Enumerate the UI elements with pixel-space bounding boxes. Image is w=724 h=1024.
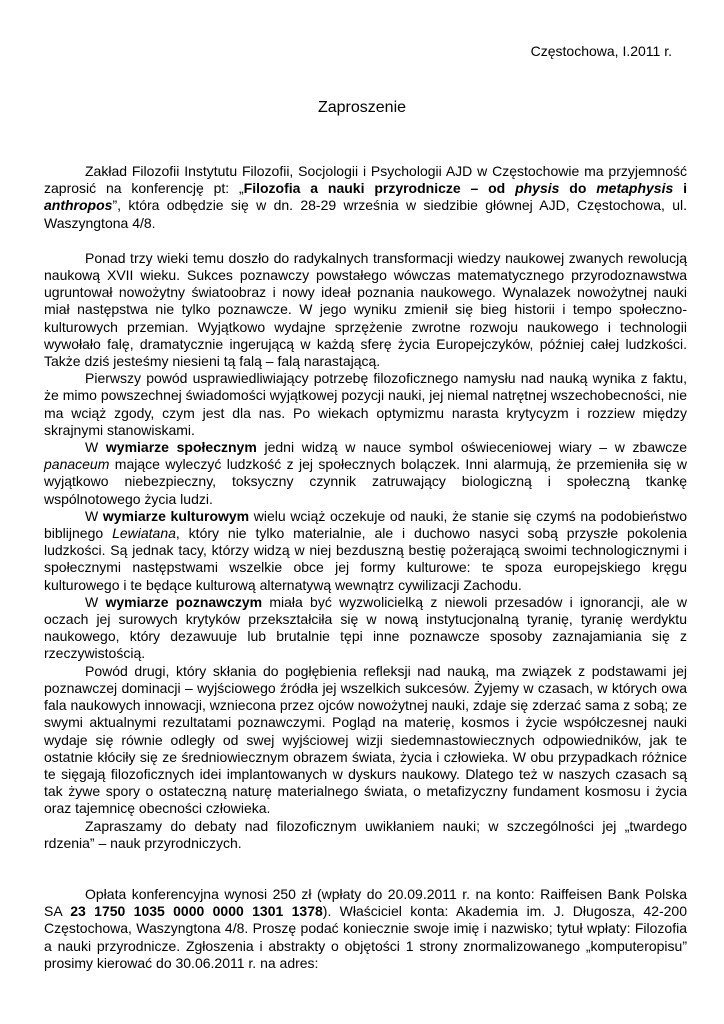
emphasis-cognitive: wymiarze poznawczym [105, 593, 263, 610]
date-line: Częstochowa, I.2011 r. [530, 43, 672, 59]
conference-title-part: anthropos [44, 197, 113, 214]
fee-paragraph: Opłata konferencyjna wynosi 250 zł (wpłaty do 20.09.2011 r. na konto: Raiffeisen Bank Polska SA 23 1750 1035 0000 0000 1301 1378). Właściciel konta: Akademia im. J. Długosza, 42-200 Częstochowa, Waszyngtona 4/8. Proszę podać koniecznie swoje imię i nazwisko; tytuł wpłaty: Filozofia a nauki przyrodnicze. Zgłoszenia i abstrakty o objętości 1 strony znormalizowanego „komputeropisu” prosimy kierować do 30.06.2011 r. na adres: [44, 885, 688, 971]
spacer [44, 232, 687, 250]
conference-title-part: physis [515, 180, 560, 197]
emphasis-panaceum: panaceum [44, 456, 110, 473]
conference-title-part: i [673, 180, 688, 197]
conference-title-part: Filozofia a nauki przyrodnicze – od [243, 180, 516, 197]
paragraph-1: Ponad trzy wieki temu doszło do radykalnych transformacji wiedzy naukowej zwanych rewolucją naukową XVII wieku. Sukces poznawczy powstałego wówczas matematycznego przyrodoznawstwa ugruntował nowożytny światoobraz i nowy ideał poznania naukowego. Wynalazek nowożytnej nauki miał następstwa nie tylko poznawcze. W jego wyniku zmienił się bieg historii i tempo społeczno-kulturowych przemian. Wyjątkowo wydajne sprzężenie zwrotne rozwoju naukowego i technologii wywołało falę, dramatycznie ingerującą w każdą sferę życia Europejczyków, później całej ludzkości. Także dziś jesteśmy niesieni tą falą – falą narastającą. [44, 249, 687, 370]
spacer [44, 852, 687, 886]
emphasis-cultural: wymiarze kulturowym [102, 507, 250, 524]
paragraph-2: Pierwszy powód usprawiedliwiający potrzebę filozoficznego namysłu nad nauką wynika z faktu, że mimo powszechnej świadomości wyjątkowej pozycji nauki, jej niemal natrętnej wszechobecności, nie ma wciąż zgody, czym jest dla nas. Po wiekach optymizmu narasta krytycyzm i rozziew między skrajnymi stanowiskami. [44, 370, 687, 438]
intro-paragraph [44, 163, 687, 232]
conference-title-part: do [559, 180, 597, 197]
paragraph-4: W wymiarze kulturowym wielu wciąż oczekuje od nauki, że stanie się czymś na podobieństwo biblijnego Lewiatana, który nie tylko materialnie, ale i duchowo nasyci sobą przyszłe pokolenia ludzkości. Są jednak tacy, którzy widzą w niej bezduszną bestię pożerającą swoimi technologicznymi i społecznymi następstwami wszelkie obce jej formy kulturowe: te spoza europejskiego kręgu kulturowego i te będące kulturową alternatywą wewnątrz cywilizacji Zachodu. [44, 507, 687, 593]
bank-account-number: 23 1750 1035 0000 0000 1301 1378 [70, 903, 323, 920]
paragraph-7: Zapraszamy do debaty nad filozoficznym uwikłaniem nauki; w szczególności jej „twardego rdzenia” – nauk przyrodniczych. [44, 817, 687, 851]
paragraph-5: W wymiarze poznawczym miała być wyzwolicielką z niewoli przesadów i ignorancji, ale w oczach jej surowych krytyków przekształciła się w nową instytucjonalną tyranię, tyranię werdyktu naukowego, który dezawuuje lub brutalnie tępi inne poznawcze sposoby zaznajamiania się z rzeczywistością. [44, 593, 688, 662]
emphasis-lewiatan: Lewiatana [112, 525, 176, 542]
paragraph-3: W wymiarze społecznym jedni widzą w nauce symbol oświeceniowej wiary – w zbawcze panaceum mające wyleczyć ludzkość z jej społecznych bolączek. Inni alarmują, że przemieniła się w wyjątkowo niebezpieczny, toksyczny czynnik zatruwający biologiczną i społeczną tkankę wspólnotowego życia ludzi. [44, 439, 688, 507]
conference-title-part: metaphysis [596, 180, 674, 197]
emphasis-social: wymiarze społecznym [105, 439, 257, 456]
paragraph-6: Powód drugi, który skłania do pogłębienia refleksji nad nauką, ma związek z podstawami jej poznawczej dominacji – wyjściowego źródła jej wszelkich sukcesów. Żyjemy w czasach, w których owa fala naukowych innowacji, wzniecona przez ojców nowożytnej nauki, zdaje się zderzać sama z sobą; ze swymi aktualnymi rezultatami poznawczymi. Pogląd na materię, kosmos i życie współczesnej nauki wydaje się równie odległy od swej wyjściowej wizji siedemnastowiecznych odpowiedników, jak te ostatnie kłóciły się ze średniowiecznym obrazem świata, życia i człowieka. W obu przypadkach różnice te sięgają filozoficznych idei implantowanych w dyskurs naukowy. Dlatego też w naszych czasach są tak żywe spory o ostateczną naturę materialnego świata, o metafizyczny fundament kosmosu i życia oraz tajemnicę obecności człowieka. [44, 662, 687, 817]
intro-text: ”, która odbędzie się w dn. 28-29 września w siedzibie głównej AJD, Częstochowa, ul. Waszyngtona 4/8. [44, 197, 687, 231]
document-body [44, 163, 687, 972]
page-title: Zaproszenie [317, 99, 407, 116]
intro-text: Zakład Filozofii Instytutu Filozofii, Socjologii i Psychologii AJD w Częstochowie ma przyjemność zaprosić na konferencję pt: „ [44, 163, 687, 197]
